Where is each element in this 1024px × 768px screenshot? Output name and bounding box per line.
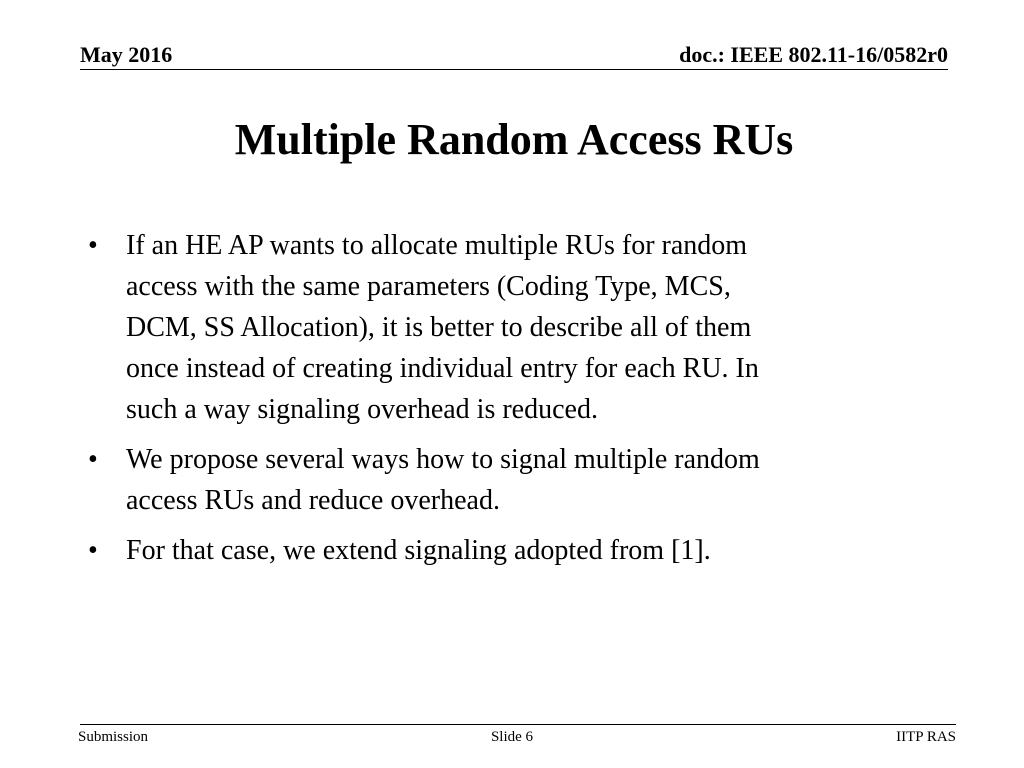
bullet-icon: • <box>88 230 98 261</box>
bullet-item <box>86 439 926 521</box>
header-doc-id: doc.: IEEE 802.11-16/0582r0 <box>679 42 948 67</box>
header-divider <box>80 69 948 70</box>
slide-title: Multiple Random Access RUs <box>234 115 794 164</box>
bullet-text <box>126 439 926 521</box>
footer-organization: IITP RAS <box>896 729 956 745</box>
bullet-text <box>126 225 926 430</box>
bullet-line: access with the same parameters (Coding Type, MCS, <box>126 271 731 302</box>
bullet-icon: • <box>88 535 98 566</box>
bullet-item <box>86 530 926 571</box>
bullet-item <box>86 225 926 430</box>
bullet-line: We propose several ways how to signal multiple random <box>126 444 760 475</box>
footer-submission: Submission <box>78 729 149 745</box>
footer-divider <box>80 724 956 725</box>
bullet-line: access RUs and reduce overhead. <box>126 485 500 516</box>
bullet-line: such a way signaling overhead is reduced. <box>126 394 598 425</box>
bullet-line: If an HE AP wants to allocate multiple RUs for random <box>126 230 748 261</box>
bullet-line: For that case, we extend signaling adopted from [1]. <box>126 535 711 566</box>
bullet-line: once instead of creating individual entry for each RU. In <box>126 353 759 384</box>
footer-slide-number: Slide 6 <box>490 729 534 745</box>
bullet-list <box>86 225 926 580</box>
bullet-text <box>126 530 926 571</box>
bullet-line: DCM, SS Allocation), it is better to describe all of them <box>126 312 752 343</box>
header-date: May 2016 <box>80 42 173 67</box>
bullet-icon: • <box>88 444 98 475</box>
